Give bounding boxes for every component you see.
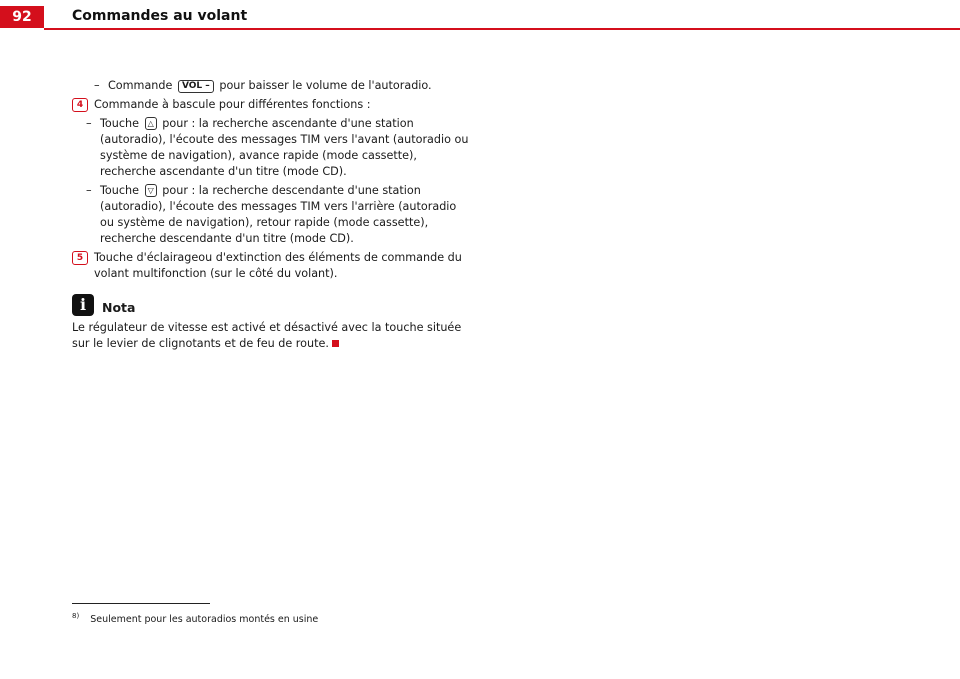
- nota-title: Nota: [102, 300, 136, 315]
- page-number: 92: [0, 6, 44, 28]
- item-4-badge: 4: [72, 98, 88, 112]
- dash-bullet: –: [86, 117, 92, 130]
- key-up-after: pour : la recherche ascendante d'une station (autoradio), l'écoute des messages TIM vers l'avant (autoradio ou système de navigation), avance rapide (mode cassette), recherche ascendante d'un titre (mode CD).: [100, 117, 469, 178]
- key-down-after: pour : la recherche descendante d'une station (autoradio), l'écoute des messages TIM vers l'arrière (autoradio ou système de navigation), retour rapide (mode cassette), recherche descendante d'un titre (mode CD).: [100, 184, 457, 245]
- vol-minus-after: pour baisser le volume de l'autoradio.: [219, 79, 432, 92]
- nota-body: [72, 320, 472, 352]
- triangle-down-icon: ▽: [145, 184, 157, 197]
- vol-minus-key: VOL –: [178, 80, 214, 93]
- end-of-section-icon: [332, 340, 339, 347]
- triangle-up-icon: △: [145, 117, 157, 130]
- dash-bullet: –: [86, 184, 92, 197]
- item-5: [72, 250, 472, 282]
- item-4-subitems: [72, 116, 472, 247]
- item-4: [72, 97, 472, 113]
- key-up-before: Touche: [100, 117, 139, 130]
- dash-bullet: –: [94, 79, 100, 92]
- key-down-before: Touche: [100, 184, 139, 197]
- nota-text: Le régulateur de vitesse est activé et désactivé avec la touche située sur le levier de clignotants et de feu de route.: [72, 321, 462, 350]
- footnote-text: Seulement pour les autoradios montés en usine: [90, 614, 319, 626]
- key-up-item: [86, 116, 472, 180]
- vol-minus-before: Commande: [108, 79, 173, 92]
- nota-section: [72, 290, 472, 352]
- item-4-text: Commande à bascule pour différentes fonctions :: [94, 98, 371, 111]
- info-icon: i: [72, 294, 94, 316]
- main-content: [72, 78, 472, 285]
- footnote-marker: 8): [72, 612, 80, 620]
- item-5-text: Touche d'éclairageou d'extinction des éléments de commande du volant multifonction (sur le côté du volant).: [94, 251, 462, 280]
- footnote: [72, 612, 318, 625]
- header-rule: [44, 28, 960, 30]
- vol-minus-item: [72, 78, 472, 94]
- key-down-item: [86, 183, 472, 247]
- page-title: Commandes au volant: [72, 8, 248, 24]
- footnote-rule: [72, 603, 210, 604]
- item-5-badge: 5: [72, 251, 88, 265]
- page-header: [0, 0, 960, 30]
- nota-heading: [72, 290, 472, 316]
